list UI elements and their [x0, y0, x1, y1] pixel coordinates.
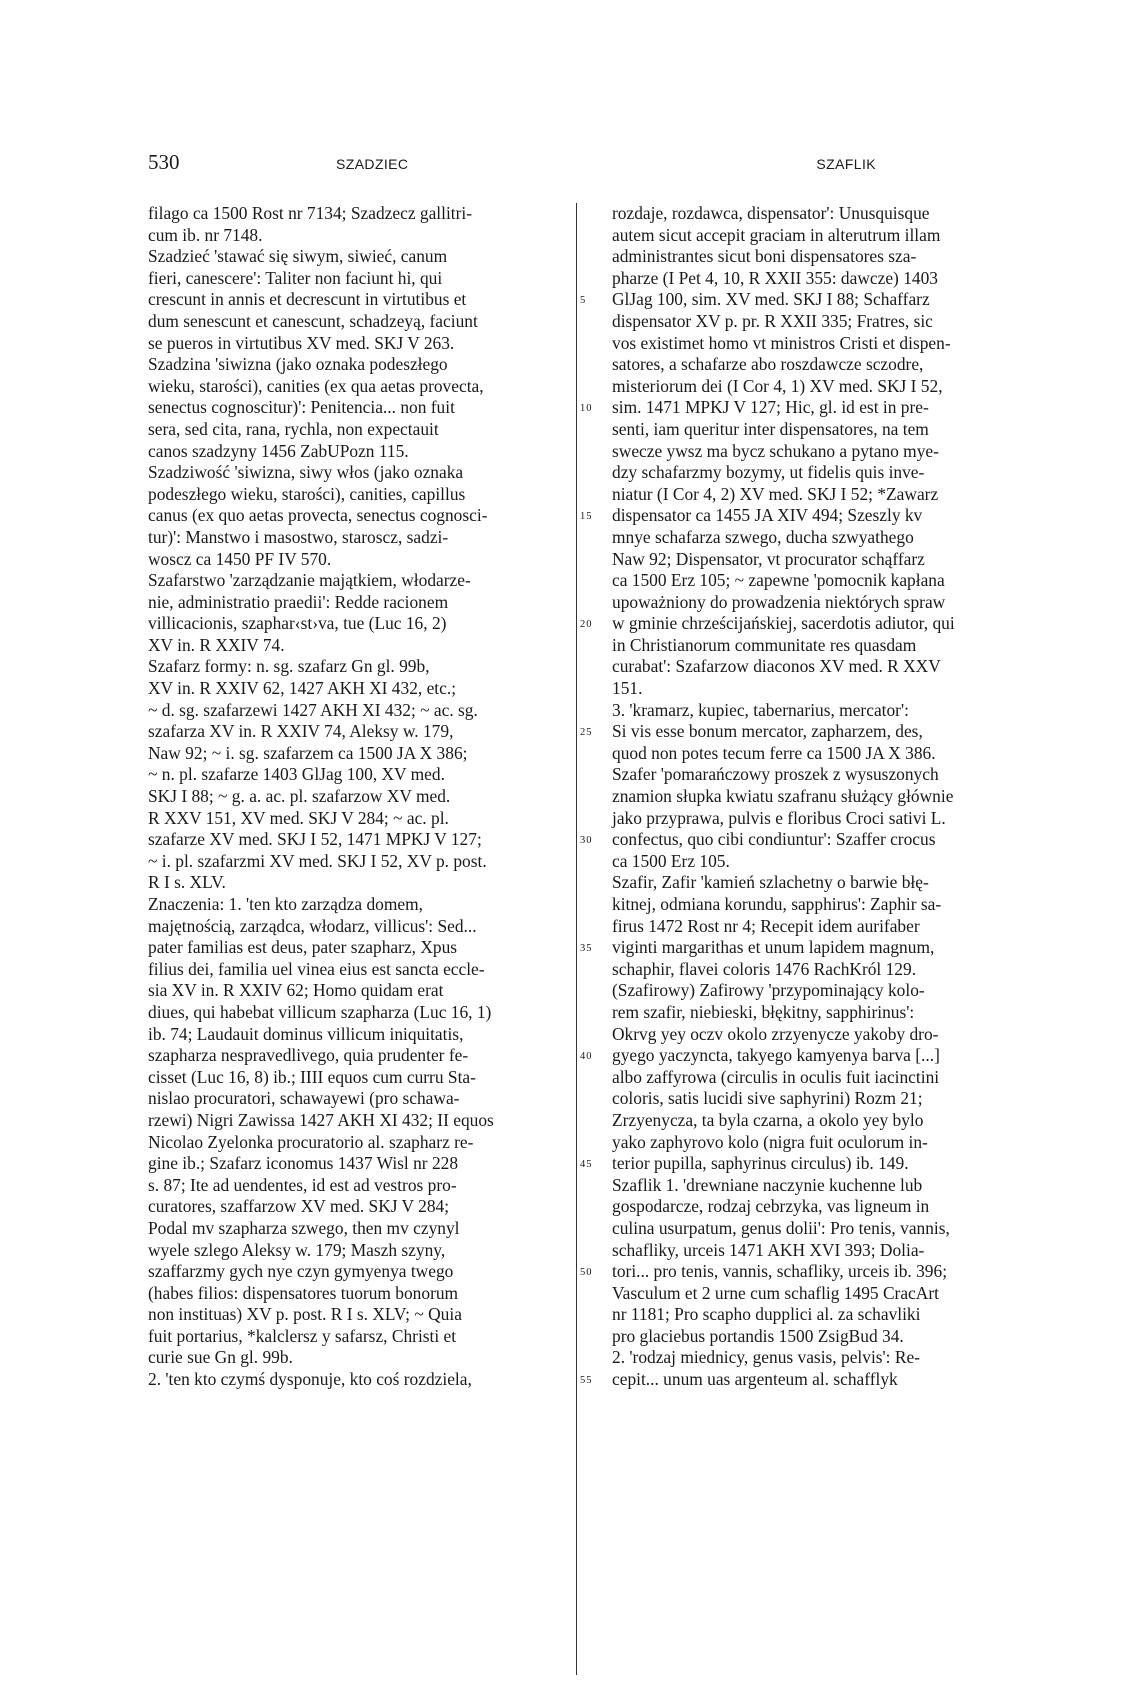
right-column-line: misteriorum dei (I Cor 4, 1) XV med. SKJ I 52, — [612, 375, 943, 396]
left-column-line: non instituas) XV p. post. R I s. XLV; ~ Quia — [148, 1304, 462, 1325]
right-column-line: schafliky, urceis 1471 AKH XVI 393; Dolia- — [612, 1239, 925, 1260]
left-column-line: fuit portarius, *kalclersz y safarsz, Christi et — [148, 1325, 457, 1346]
left-column-line: nie, administratio praedii': Redde racionem — [148, 591, 449, 612]
left-column-line: crescunt in annis et decrescunt in virtutibus et — [148, 289, 467, 310]
left-column-line: Nicolao Zyelonka procuratorio al. szapharz re- — [148, 1131, 474, 1152]
left-column-line: 2. 'ten kto czymś dysponuje, kto coś rozdziela, — [148, 1369, 472, 1390]
running-headword-right: SZAFLIK — [816, 156, 876, 172]
right-column-line: schaphir, flavei coloris 1476 RachKról 129. — [612, 958, 917, 979]
right-column-line: Vasculum et 2 urne cum schaflig 1495 CracArt — [612, 1282, 939, 1303]
left-column-line: curie sue Gn gl. 99b. — [148, 1347, 293, 1368]
right-column-line: in Christianorum communitate res quasdam — [612, 634, 917, 655]
right-column-line: upoważniony do prowadzenia niektórych spraw — [612, 591, 946, 612]
right-column-line: yako zaphyrovo kolo (nigra fuit oculorum in- — [612, 1131, 928, 1152]
left-column-line: diues, qui habebat villicum szapharza (Luc 16, 1) — [148, 1001, 492, 1022]
left-column-line: s. 87; Ite ad uendentes, id est ad vestros pro- — [148, 1174, 457, 1195]
left-column-line: szafarze XV med. SKJ I 52, 1471 MPKJ V 127; — [148, 829, 482, 850]
right-column-line: znamion słupka kwiatu szafranu służący głównie — [612, 786, 954, 807]
line-number: 35 — [580, 943, 593, 955]
right-column-line: administrantes sicut boni dispensatores sza- — [612, 246, 917, 267]
left-column-line: woscz ca 1450 PF IV 570. — [148, 548, 332, 569]
right-column-line: Szafer 'pomarańczowy proszek z wysuszonych — [612, 764, 939, 785]
right-column-line: culina usurpatum, genus dolii': Pro tenis, vannis, — [612, 1217, 950, 1238]
left-column-line: pater familias est deus, pater szapharz, Xpus — [148, 937, 458, 958]
right-column-line: dispensator XV p. pr. R XXII 335; Fratres, sic — [612, 310, 933, 331]
page-number: 530 — [148, 150, 180, 174]
right-column-line: dzy schafarzmy bozymy, ut fidelis quis inve- — [612, 462, 925, 483]
line-number: 50 — [580, 1267, 593, 1279]
left-column-line: szaffarzmy gych nye czyn gymyenya twego — [148, 1261, 454, 1282]
right-column-line: Naw 92; Dispensator, vt procurator schąffarz — [612, 548, 925, 569]
right-column-line: 151. — [612, 678, 643, 699]
left-column-line: XV in. R XXIV 74. — [148, 634, 285, 655]
right-column-line: gospodarcze, rodzaj cebrzyka, vas ligneum in — [612, 1196, 930, 1217]
right-column-line: rem szafir, niebieski, błękitny, sapphirinus': — [612, 1001, 915, 1022]
right-column-line: (Szafirowy) Zafirowy 'przypominający kolo- — [612, 980, 925, 1001]
left-column-line: Szadzieć 'stawać się siwym, siwieć, canum — [148, 246, 448, 267]
left-column-line: canus (ex quo aetas provecta, senectus cognosci- — [148, 505, 488, 526]
line-number: 15 — [580, 511, 593, 523]
right-column-line: ca 1500 Erz 105; ~ zapewne 'pomocnik kapłana — [612, 570, 945, 591]
right-column-line: tori... pro tenis, vannis, schafliky, urceis ib. 396; — [612, 1261, 948, 1282]
right-column-line: Okrvg yey oczv okolo zrzyenycze yakoby dro- — [612, 1023, 939, 1044]
right-column-line: albo zaffyrowa (circulis in oculis fuit iacinctini — [612, 1066, 940, 1087]
right-column-line: Zrzyenycza, ta byla czarna, a okolo yey bylo — [612, 1109, 924, 1130]
right-column-line: GlJag 100, sim. XV med. SKJ I 88; Schaffarz — [612, 289, 930, 310]
left-column-line: dum senescunt et canescunt, schadzeyą, faciunt — [148, 310, 478, 331]
left-column-line: sia XV in. R XXIV 62; Homo quidam erat — [148, 980, 444, 1001]
right-column-line: kitnej, odmiana korundu, sapphirus': Zaphir sa- — [612, 894, 942, 914]
left-column-line: R XXV 151, XV med. SKJ V 284; ~ ac. pl. — [148, 807, 449, 828]
left-column-line: gine ib.; Szafarz iconomus 1437 Wisl nr 228 — [148, 1153, 459, 1174]
left-column — [148, 203, 583, 1391]
right-column-line: Szafir, Zafir 'kamień szlachetny o barwie błę- — [612, 872, 929, 893]
right-column-line: coloris, satis lucidi sive saphyrini) Rozm 21; — [612, 1088, 923, 1109]
right-column-line: confectus, quo cibi condiuntur': Szaffer crocus — [612, 829, 936, 850]
column-divider — [576, 203, 577, 1675]
line-number: 20 — [580, 619, 593, 631]
left-column-line: Podal mv szapharza szwego, then mv czynyl — [148, 1217, 460, 1238]
left-column-line: wieku, starości), canities (ex qua aetas provecta, — [148, 375, 484, 396]
left-column-line: filius dei, familia uel vinea eius est sancta eccle- — [148, 958, 485, 979]
right-column-line: niatur (I Cor 4, 2) XV med. SKJ I 52; *Zawarz — [612, 483, 939, 504]
left-column-line: se pueros in virtutibus XV med. SKJ V 263. — [148, 332, 455, 353]
right-column — [612, 203, 1052, 1391]
running-header — [148, 150, 876, 176]
right-column-line: firus 1472 Rost nr 4; Recepit idem aurifaber — [612, 915, 920, 936]
left-column-line: nislao procuratori, schawayewi (pro schawa- — [148, 1088, 460, 1109]
left-column-line: ~ i. pl. szafarzmi XV med. SKJ I 52, XV p. post. — [148, 850, 487, 871]
right-column-line: nr 1181; Pro scapho dupplici al. za schavliki — [612, 1304, 921, 1325]
left-column-line: podeszłego wieku, starości), canities, capillus — [148, 483, 466, 504]
right-column-line: w gminie chrześcijańskiej, sacerdotis adiutor, qui — [612, 613, 955, 634]
left-column-line: XV in. R XXIV 62, 1427 AKH XI 432, etc.; — [148, 678, 457, 699]
left-column-line: rzewi) Nigri Zawissa 1427 AKH XI 432; II equos — [148, 1109, 494, 1130]
left-column-line: tur)': Manstwo i masostwo, staroscz, sadzi- — [148, 526, 449, 547]
left-column-line: senectus cognoscitur)': Penitencia... non fuit — [148, 397, 455, 418]
left-column-line: SKJ I 88; ~ g. a. ac. pl. szafarzow XV med. — [148, 786, 451, 807]
line-number: 5 — [580, 295, 587, 307]
left-column-line: Naw 92; ~ i. sg. szafarzem ca 1500 JA X 386; — [148, 742, 468, 763]
right-column-line: swecze ywsz ma bycz schukano a pytano myе- — [612, 440, 939, 461]
line-number: 55 — [580, 1375, 593, 1387]
line-number: 45 — [580, 1159, 593, 1171]
line-number: 40 — [580, 1051, 593, 1063]
right-column-line: pro glaciebus portandis 1500 ZsigBud 34. — [612, 1325, 904, 1346]
right-column-line: 3. 'kramarz, kupiec, tabernarius, mercator': — [612, 699, 909, 720]
right-column-line: ca 1500 Erz 105. — [612, 850, 730, 871]
right-column-line: Si vis esse bonum mercator, zapharzem, des, — [612, 721, 923, 742]
left-column-line: ib. 74; Laudauit dominus villicum iniquitatis, — [148, 1023, 464, 1044]
right-column-line: jako przyprawa, pulvis e floribus Croci sativi L. — [612, 807, 946, 828]
left-column-line: majętnością, zarządca, włodarz, villicus': Sed... — [148, 915, 477, 936]
right-column-line: mnye schafarza szwego, ducha szwyathego — [612, 526, 914, 547]
right-column-line: autem sicut accepit graciam in alterutrum illam — [612, 224, 941, 245]
left-column-line: Szafarz formy: n. sg. szafarz Gn gl. 99b, — [148, 656, 430, 677]
line-number: 30 — [580, 835, 593, 847]
right-column-line: 2. 'rodzaj miednicy, genus vasis, pelvis': Re- — [612, 1347, 920, 1368]
right-column-line: viginti margarithas et unum lapidem magnum, — [612, 937, 935, 958]
right-column-line: rozdaje, rozdawca, dispensator': Unusquisque — [612, 203, 930, 223]
left-column-line: Znaczenia: 1. 'ten kto zarządza domem, — [148, 894, 423, 914]
left-column-line: Szafarstwo 'zarządzanie majątkiem, włodarze- — [148, 570, 471, 591]
right-column-line: Szaflik 1. 'drewniane naczynie kuchenne lub — [612, 1174, 923, 1195]
left-column-line: canos szadzyny 1456 ZabUPozn 115. — [148, 440, 409, 461]
left-column-line: szafarza XV in. R XXIV 74, Aleksy w. 179, — [148, 721, 454, 742]
right-column-line: pharze (I Pet 4, 10, R XXII 355: dawcze) 1403 — [612, 267, 938, 288]
right-column-line: quod non potes tecum ferre ca 1500 JA X 386. — [612, 742, 936, 763]
running-headword-left: SZADZIEC — [336, 156, 409, 172]
left-column-line: villicacionis, szaphar‹st›va, tue (Luc 16, 2) — [148, 613, 447, 634]
left-column-line: cisset (Luc 16, 8) ib.; IIII equos cum curru Sta- — [148, 1066, 476, 1087]
right-column-line: terior pupilla, saphyrinus circulus) ib. 149. — [612, 1153, 909, 1174]
left-column-line: sera, sed cita, rana, rychla, non expectauit — [148, 418, 439, 439]
left-column-line: (habes filios: dispensatores tuorum bonorum — [148, 1282, 459, 1303]
right-column-line: sim. 1471 MPKJ V 127; Hic, gl. id est in pre- — [612, 397, 929, 418]
right-column-line: vos existimet homo vt ministros Cristi et dispen- — [612, 332, 951, 353]
left-column-line: szapharza nespravedlivego, quia prudenter fe- — [148, 1045, 469, 1066]
right-column-line: dispensator ca 1455 JA XIV 494; Szeszly kv — [612, 505, 923, 526]
left-column-line: ~ n. pl. szafarze 1403 GlJag 100, XV med. — [148, 764, 445, 785]
left-column-line: cum ib. nr 7148. — [148, 224, 263, 245]
left-column-line: R I s. XLV. — [148, 872, 226, 893]
right-column-line: curabat': Szafarzow diaconos XV med. R XXV — [612, 656, 941, 677]
right-column-line: gyego yaczyncta, takyego kamyenya barva [...] — [612, 1045, 940, 1066]
left-column-line: Szadziwość 'siwizna, siwy włos (jako oznaka — [148, 462, 464, 483]
line-number: 25 — [580, 727, 593, 739]
left-column-line: wyele szlego Aleksy w. 179; Maszh szyny, — [148, 1239, 446, 1260]
left-column-line: fieri, canescere': Taliter non faciunt hi, qui — [148, 267, 443, 288]
right-column-line: senti, iam queritur inter dispensatores, na tem — [612, 418, 929, 439]
left-column-line: filago ca 1500 Rost nr 7134; Szadzecz gallitri- — [148, 203, 473, 223]
left-column-line: curatores, szaffarzow XV med. SKJ V 284; — [148, 1196, 450, 1217]
right-column-line: satores, a schafarze abo roszdawcze sczodre, — [612, 354, 924, 375]
left-column-line: Szadzina 'siwizna (jako oznaka podeszłego — [148, 354, 448, 375]
line-number: 10 — [580, 403, 593, 415]
right-column-line: cepit... unum uas argenteum al. schafflyk — [612, 1369, 898, 1390]
left-column-line: ~ d. sg. szafarzewi 1427 AKH XI 432; ~ ac. sg. — [148, 699, 478, 720]
